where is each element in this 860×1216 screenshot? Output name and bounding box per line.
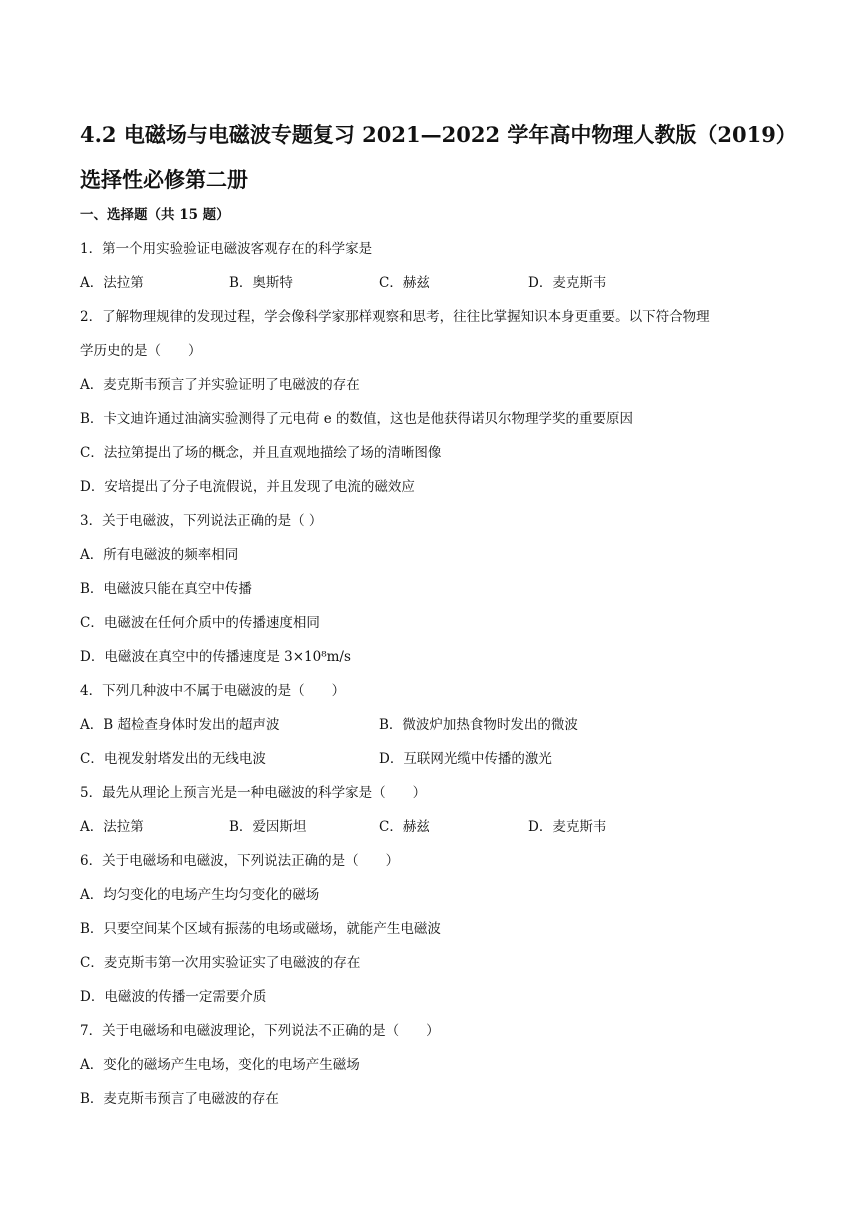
question-2-stem-line-1: 2．了解物理规律的发现过程，学会像科学家那样观察和思考，往往比掌握知识本身更重要。以下符合物理 (80, 309, 710, 325)
section-heading: 一、选择题（共 15 题） (80, 207, 230, 223)
question-1-option-c: C．赫兹 (379, 275, 430, 291)
question-3-option-d: D．电磁波在真空中的传播速度是 3×10⁸m/s (80, 649, 351, 665)
question-2-option-b: B．卡文迪许通过油滴实验测得了元电荷 e 的数值，这也是他获得诺贝尔物理学奖的重要原因 (80, 411, 633, 427)
title-line-2: 选择性必修第二册 (80, 167, 248, 192)
question-2-option-d: D．安培提出了分子电流假说，并且发现了电流的磁效应 (80, 479, 415, 495)
question-4-stem: 4．下列几种波中不属于电磁波的是（ ） (80, 683, 346, 699)
question-6-option-d: D．电磁波的传播一定需要介质 (80, 989, 267, 1005)
question-4-option-a: A．B 超检查身体时发出的超声波 (80, 717, 280, 733)
question-6-option-b: B．只要空间某个区域有振荡的电场或磁场，就能产生电磁波 (80, 921, 441, 937)
question-7-stem: 7．关于电磁场和电磁波理论，下列说法不正确的是（ ） (80, 1023, 440, 1039)
question-3-option-b: B．电磁波只能在真空中传播 (80, 581, 252, 597)
question-4-option-b: B．微波炉加热食物时发出的微波 (379, 717, 578, 733)
question-3-option-a: A．所有电磁波的频率相同 (80, 547, 239, 563)
question-5-stem: 5．最先从理论上预言光是一种电磁波的科学家是（ ） (80, 785, 427, 801)
document-title (80, 112, 800, 202)
question-1-option-a: A．法拉第 (80, 275, 144, 291)
title-line-1: 4.2 电磁场与电磁波专题复习 2021—2022 学年高中物理人教版（2019） (80, 122, 797, 147)
question-5-option-b: B．爱因斯坦 (229, 819, 307, 835)
question-4-option-d: D．互联网光缆中传播的激光 (379, 751, 552, 767)
question-2-option-a: A．麦克斯韦预言了并实验证明了电磁波的存在 (80, 377, 360, 393)
question-1-stem: 1．第一个用实验验证电磁波客观存在的科学家是 (80, 241, 373, 257)
question-3-stem: 3．关于电磁波，下列说法正确的是（ ） (80, 513, 323, 529)
question-6-option-c: C．麦克斯韦第一次用实验证实了电磁波的存在 (80, 955, 361, 971)
question-7-option-a: A．变化的磁场产生电场，变化的电场产生磁场 (80, 1057, 360, 1073)
question-5-option-d: D．麦克斯韦 (528, 819, 607, 835)
question-5-option-c: C．赫兹 (379, 819, 430, 835)
question-5-option-a: A．法拉第 (80, 819, 144, 835)
question-1-option-d: D．麦克斯韦 (528, 275, 607, 291)
question-1-option-b: B．奥斯特 (229, 275, 293, 291)
question-4-option-c: C．电视发射塔发出的无线电波 (80, 751, 266, 767)
question-6-option-a: A．均匀变化的电场产生均匀变化的磁场 (80, 887, 320, 903)
question-2-stem-line-2: 学历史的是（ ） (80, 343, 202, 359)
question-7-option-b: B．麦克斯韦预言了电磁波的存在 (80, 1091, 279, 1107)
question-2-option-c: C．法拉第提出了场的概念，并且直观地描绘了场的清晰图像 (80, 445, 442, 461)
question-6-stem: 6．关于电磁场和电磁波，下列说法正确的是（ ） (80, 853, 400, 869)
question-3-option-c: C．电磁波在任何介质中的传播速度相同 (80, 615, 320, 631)
